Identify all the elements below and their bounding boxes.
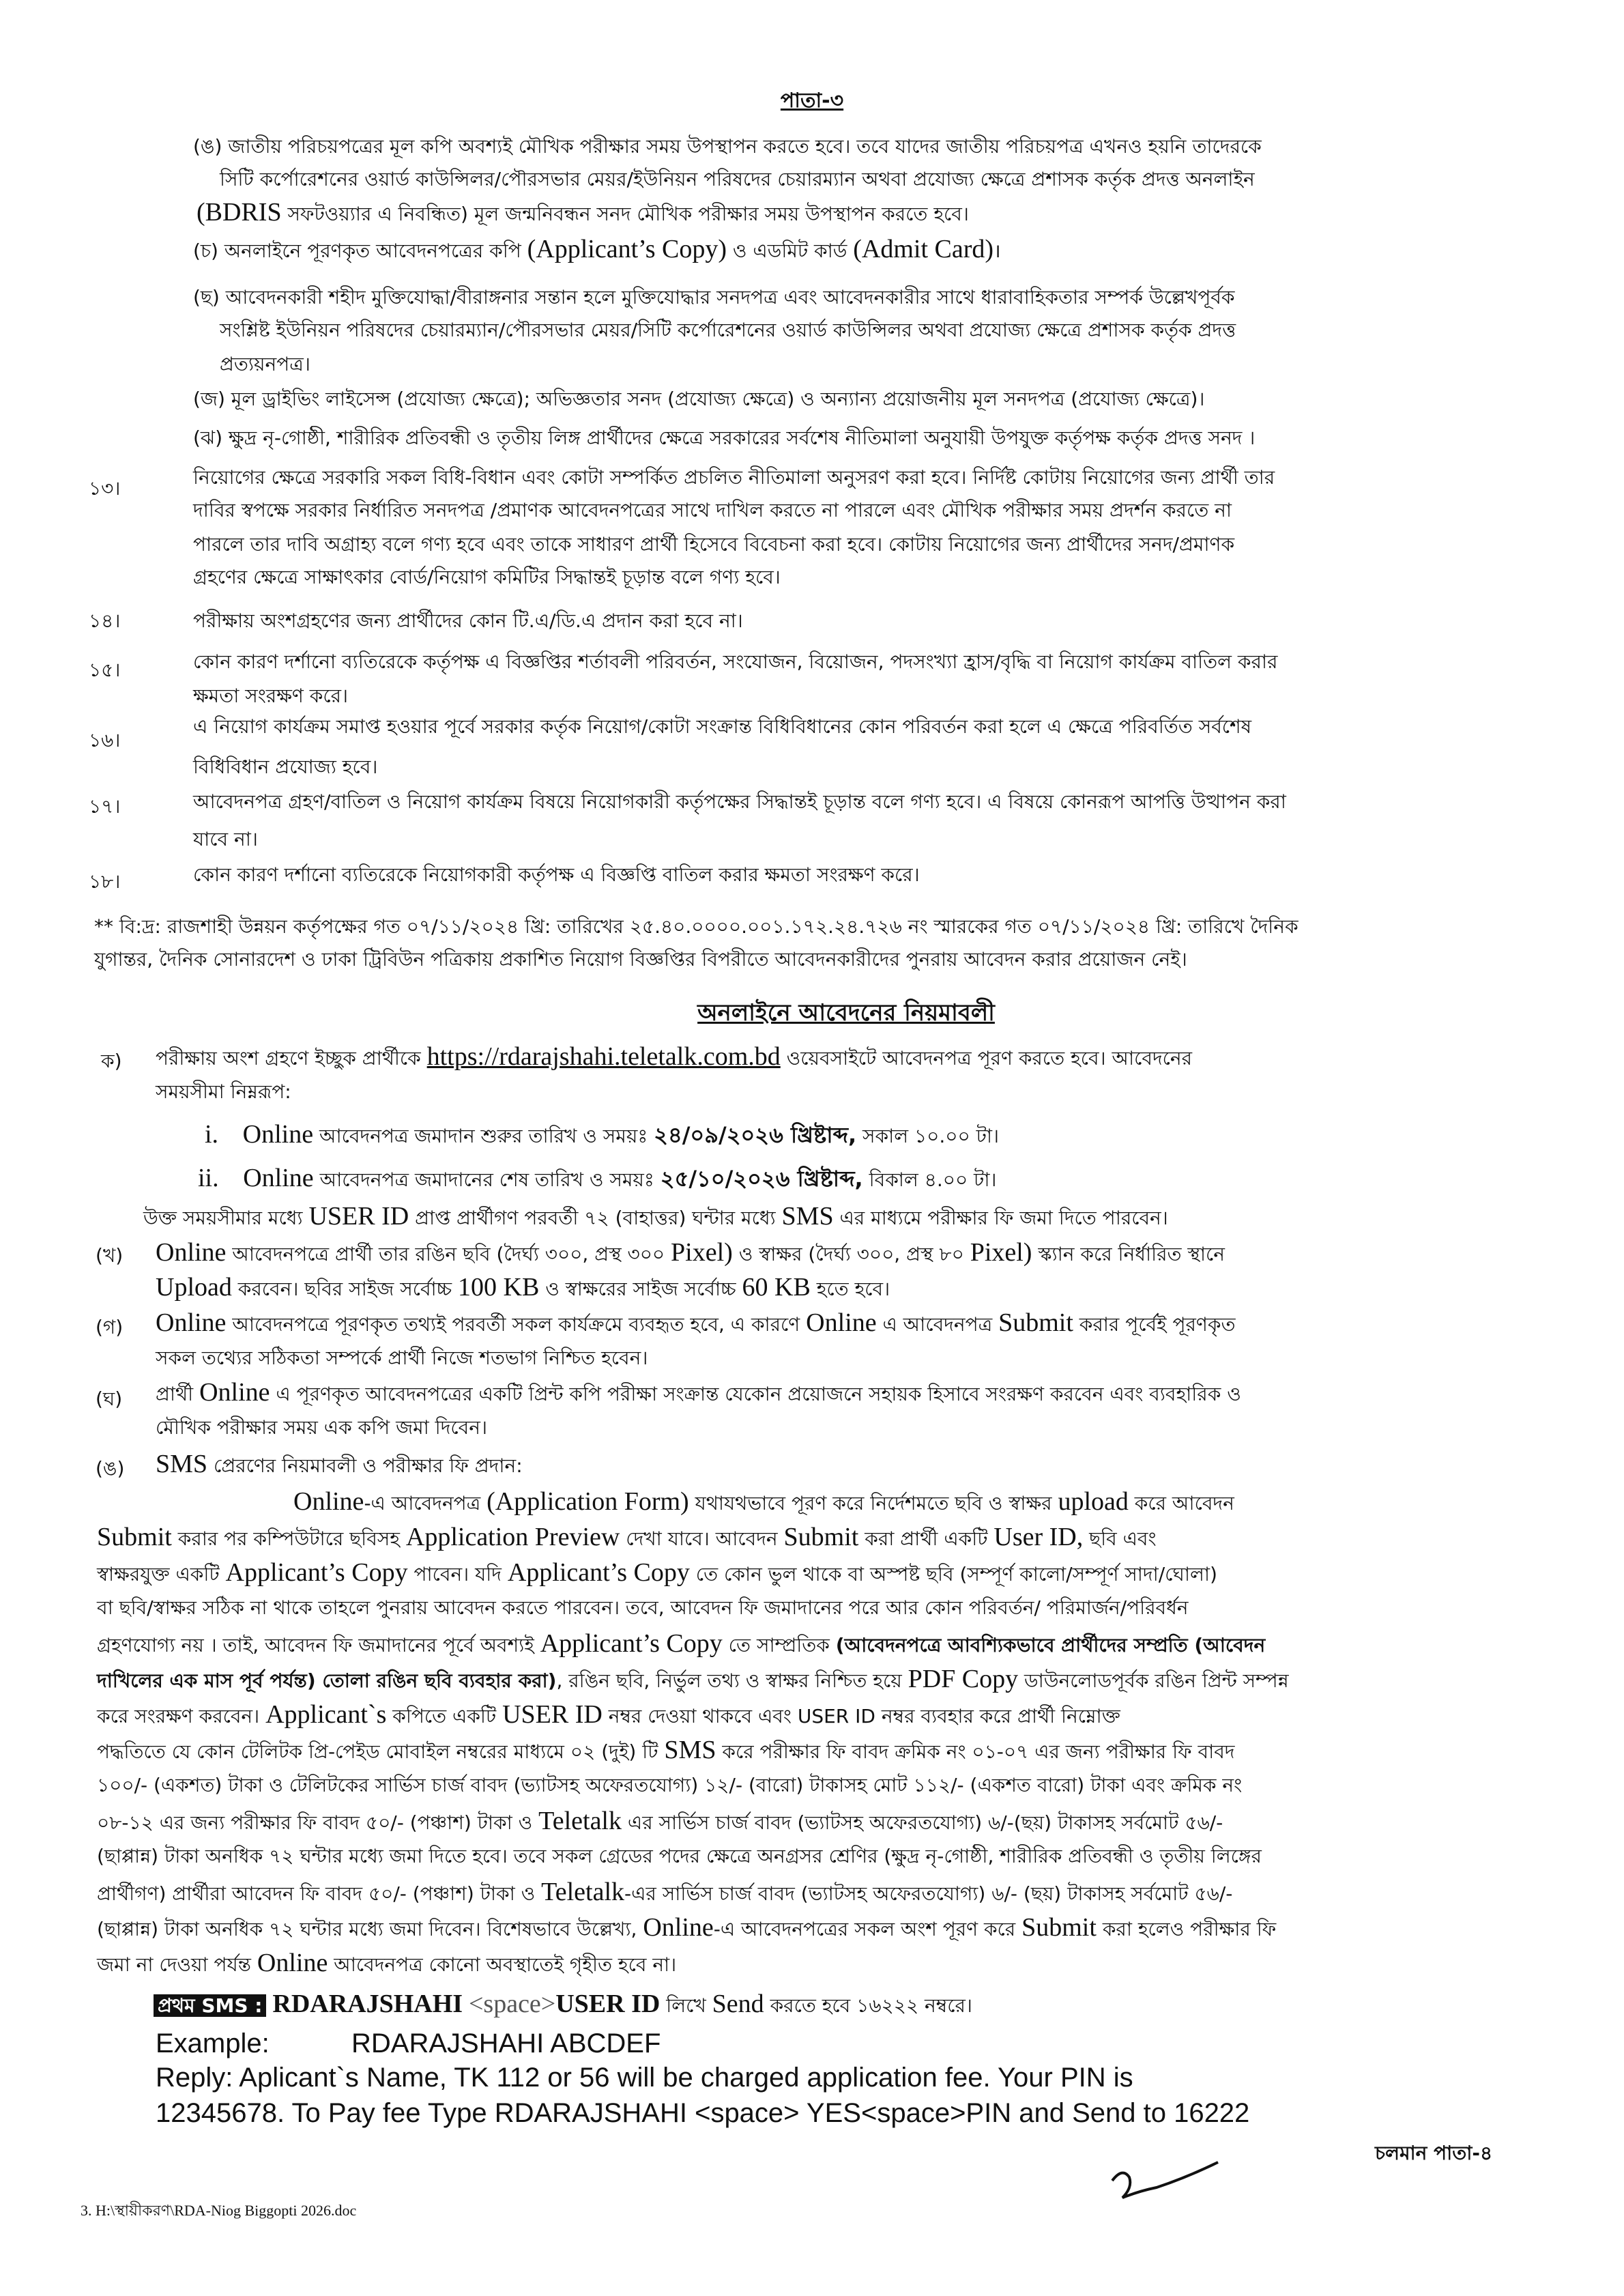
first-sms-label: প্রথম SMS : [154, 1994, 266, 2017]
clause-13-number: ১৩। [89, 477, 121, 500]
reply-line2: 12345678. To Pay fee Type RDARAJSHAHI <space> YES<space>PIN and Send to 16222 [156, 2098, 1250, 2128]
clause-13-line2: দাবির স্বপক্ষে সরকার নির্ধারিত সনদপত্র /প্রমাণক আবেদনপত্রের সাথে দাখিল করতে না পারলে এবং মৌখিক পরীক্ষার সময় প্রদর্শন করতে না [193, 499, 1232, 521]
sms-para-line11: (ছাপ্পান্ন) টাকা অনধিক ৭২ ঘন্টার মধ্যে জমা দিতে হবে। তবে সকল গ্রেডের পদের ক্ষেত্রে অনগ্রসর শ্রেণির (ক্ষুদ্র নৃ-গোষ্ঠী, শারীরিক প্রতিবন্ধী ও তৃতীয় লিঙ্গের [97, 1845, 1262, 1867]
sms-para-line13: (ছাপ্পান্ন) টাকা অনধিক ৭২ ঘন্টার মধ্যে জমা দিবেন। বিশেষভাবে উল্লেখ্য, Online-এ আবেদনপত্রের সকল অংশ পূরণ করে Submit করা হলেও পরীক্ষার ফি [97, 1913, 1277, 1942]
clause-18-number: ১৮। [89, 870, 121, 893]
sms-para-line10: ০৮-১২ এর জন্য পরীক্ষার ফি বাবদ ৫০/- (পঞ্চাশ) টাকা ও Teletalk এর সার্ভিস চার্জ বাবদ (ভ্যাটসহ অফেরতযোগ্য) ৬/-(ছয়) টাকাসহ সর্বমোট ৫৬/- [97, 1807, 1223, 1835]
reply-line1: Reply: Aplicant`s Name, TK 112 or 56 will be charged application fee. Your PIN is [156, 2063, 1133, 2093]
clause-18-line1: কোন কারণ দর্শানো ব্যতিরেকে নিয়োগকারী কর্তৃপক্ষ এ বিজ্ঞপ্তি বাতিল করার ক্ষমতা সংরক্ষণ করে। [193, 863, 920, 886]
clause-13-line4: গ্রহণের ক্ষেত্রে সাক্ষাৎকার বোর্ড/নিয়োগ কমিটির সিদ্ধান্তই চূড়ান্ত বলে গণ্য হবে। [193, 566, 781, 588]
example-label: Example: [156, 2028, 270, 2058]
clause-15-number: ১৫। [89, 659, 121, 681]
item-nga-line1: (ঙ) জাতীয় পরিচয়পত্রের মূল কপি অবশ্যই মৌখিক পরীক্ষার সময় উপস্থাপন করতে হবে। তবে যাদের জাতীয় পরিচয়পত্র এখনও হয়নি তাদেরকে [193, 135, 1262, 158]
clause-15-line1: কোন কারণ দর্শানো ব্যতিরেকে কর্তৃপক্ষ এ বিজ্ঞপ্তির শর্তাবলী পরিবর্তন, সংযোজন, বিয়োজন, পদসংখ্যা হ্রাস/বৃদ্ধি বা নিয়োগ কার্যক্রম বাতিল করার [193, 650, 1278, 673]
sms-para-line4: বা ছবি/স্বাক্ষর সঠিক না থাকে তাহলে পুনরায় আবেদন করতে পারবেন। তবে, আবেদন ফি জমাদানের পরে আর কোন পরিবর্তন/ পরিমার্জন/পরিবর্ধন [97, 1596, 1189, 1619]
rule-gha-line1: প্রার্থী Online এ পূরণকৃত আবেদনপত্রের একটি প্রিন্ট কপি পরীক্ষা সংক্রান্ত যেকোন প্রয়োজনে সহায়ক হিসাবে সংরক্ষণ করবেন এবং ব্যবহারিক ও [156, 1378, 1241, 1407]
clause-13-line3: পারলে তার দাবি অগ্রাহ্য বলে গণ্য হবে এবং তাকে সাধারণ প্রার্থী হিসেবে বিবেচনা করা হবে। কোটায় নিয়োগের জন্য প্রার্থীদের সনদ/প্রমাণক [193, 533, 1235, 556]
sms-para-line2: Submit করার পর কম্পিউটারে ছবিসহ Application Preview দেখা যাবে। আবেদন Submit করা প্রার্থী একটি User ID, ছবি এবং [97, 1523, 1157, 1551]
clause-13-line1: নিয়োগের ক্ষেত্রে সরকারি সকল বিধি-বিধান এবং কোটা সম্পর্কিত প্রচলিত নীতিমালা অনুসরণ করা হবে। নির্দিষ্ট কোটায় নিয়োগের জন্য প্রার্থী তার [193, 466, 1275, 489]
rule-kha-line2: Upload করবেন। ছবির সাইজ সর্বোচ্চ 100 KB ও স্বাক্ষরের সাইজ সর্বোচ্চ 60 KB হতে হবে। [156, 1273, 890, 1302]
first-sms-line: প্রথম SMS : RDARAJSHAHI <space>USER ID লিখে Send করতে হবে ১৬২২২ নম্বরে। [154, 1990, 972, 2020]
clause-16-line1: এ নিয়োগ কার্যক্রম সমাপ্ত হওয়ার পূর্বে সরকার কর্তৃক নিয়োগ/কোটা সংক্রান্ত বিধিবিধানের কোন পরিবর্তন করা হলে এ ক্ষেত্রে পরিবর্তিত সর্বশেষ [193, 715, 1252, 738]
item-ja: (জ) মূল ড্রাইভিং লাইসেন্স (প্রযোজ্য ক্ষেত্রে); অভিজ্ঞতার সনদ (প্রযোজ্য ক্ষেত্রে) ও অন্যান্য প্রয়োজনীয় মূল সনদপত্র (প্রযোজ্য ক্ষেত্রে)। [193, 388, 1205, 410]
rule-kha-marker: (খ) [96, 1244, 124, 1267]
clause-16-number: ১৬। [89, 729, 121, 751]
rule-ka-marker: ক) [101, 1050, 122, 1072]
sms-para-line9: ১০০/- (একশত) টাকা ও টেলিটকের সার্ভিস চার্জ বাবদ (ভ্যাটসহ অফেরতযোগ্য) ১২/- (বারো) টাকাসহ মোট ১১২/- (একশত বারো) টাকা এবং ক্রমিক নং [97, 1774, 1243, 1796]
schedule-start: i. Online আবেদনপত্র জমাদান শুরুর তারিখ ও সময়ঃ ২৪/০৯/২০২৬ খ্রিষ্টাব্দ, সকাল ১০.০০ টা। [205, 1120, 999, 1149]
item-nga-line3: (BDRIS সফটওয়্যার এ নিবন্ধিত) মূল জন্মনিবন্ধন সনদ মৌখিক পরীক্ষার সময় উপস্থাপন করতে হবে। [197, 198, 969, 227]
sms-para-line3: স্বাক্ষরযুক্ত একটি Applicant’s Copy পাবেন। যদি Applicant’s Copy তে কোন ভুল থাকে বা অস্পষ্ট ছবি (সম্পূর্ণ কালো/সম্পূর্ণ সাদা/ঘোলা) [97, 1558, 1217, 1587]
online-rules-heading: অনলাইনে আবেদনের নিয়মাবলী [697, 999, 995, 1027]
rule-kha-line1: Online আবেদনপত্রে প্রার্থী তার রঙিন ছবি (দৈর্ঘ্য ৩০০, প্রস্থ ৩০০ Pixel) ও স্বাক্ষর (দৈর্ঘ্য ৩০০, প্রস্থ ৮০ Pixel) স্ক্যান করে নির্ধারিত স্থানে [156, 1238, 1226, 1267]
clause-17-line1: আবেদনপত্র গ্রহণ/বাতিল ও নিয়োগ কার্যক্রম বিষয়ে নিয়োগকারী কর্তৃপক্ষের সিদ্ধান্তই চূড়ান্ত বলে গণ্য হবে। এ বিষয়ে কোনরূপ আপত্তি উত্থাপন করা [193, 790, 1286, 813]
item-nga-line2: সিটি কর্পোরেশনের ওয়ার্ড কাউন্সিলর/পৌরসভার মেয়র/ইউনিয়ন পরিষদের চেয়ারম্যান অথবা প্রযোজ্য ক্ষেত্রে প্রশাসক কর্তৃক প্রদত্ত অনলাইন [220, 168, 1255, 190]
sms-para-line6: দাখিলের এক মাস পূর্ব পর্যন্ত) তোলা রঙিন ছবি ব্যবহার করা), রঙিন ছবি, নির্ভুল তথ্য ও স্বাক্ষর নিশ্চিত হয়ে PDF Copy ডাউনলোডপূর্বক রঙিন প্রিন্ট সম্পন্ন [97, 1665, 1289, 1693]
continued-page: চলমান পাতা-৪ [1375, 2142, 1493, 2164]
item-cha: (চ) অনলাইনে পূরণকৃত আবেদনপত্রের কপি (Applicant’s Copy) ও এডমিট কার্ড (Admit Card)। [193, 235, 1001, 263]
rule-ga-line2: সকল তথ্যের সঠিকতা সম্পর্কে প্রার্থী নিজে শতভাগ নিশ্চিত হবেন। [156, 1347, 648, 1369]
clause-17-line2: যাবে না। [193, 828, 258, 850]
item-chha-line3: প্রত্যয়নপত্র। [220, 353, 310, 375]
clause-15-line2: ক্ষমতা সংরক্ষণ করে। [193, 685, 348, 707]
rule-nga-marker: (ঙ) [96, 1457, 125, 1480]
sms-para-line12: প্রার্থীগণ) প্রার্থীরা আবেদন ফি বাবদ ৫০/- (পঞ্চাশ) টাকা ও Teletalk-এর সার্ভিস চার্জ বাবদ (ভ্যাটসহ অফেরতযোগ্য) ৬/- (ছয়) টাকাসহ সর্বমোট ৫৬/- [97, 1878, 1233, 1906]
signature-mark [1092, 2150, 1228, 2211]
file-path-footer: 3. H:\স্থায়ীকরণ\RDA-Niog Biggopti 2026.doc [81, 2202, 357, 2219]
clause-16-line2: বিধিবিধান প্রযোজ্য হবে। [193, 756, 378, 778]
page-number: পাতা-৩ [780, 89, 844, 113]
note-line1: ** বি:দ্র: রাজশাহী উন্নয়ন কর্তৃপক্ষের গত ০৭/১১/২০২৪ খ্রি: তারিখের ২৫.৪০.০০০০.০০১.১৭২.২৪.৭২৬ নং স্মারকের গত ০৭/১১/২০২৪ খ্রি: তারিখে দৈনিক [94, 915, 1299, 938]
clause-17-number: ১৭। [89, 795, 121, 818]
sms-para-line1: Online-এ আবেদনপত্র (Application Form) যথাযথভাবে পূরণ করে নির্দেশমতে ছবি ও স্বাক্ষর upload করে আবেদন [293, 1487, 1234, 1516]
schedule-sms-line: উক্ত সময়সীমার মধ্যে USER ID প্রাপ্ত প্রার্থীগণ পরবর্তী ৭২ (বাহাত্তর) ঘন্টার মধ্যে SMS এর মাধ্যমে পরীক্ষার ফি জমা দিতে পারবেন। [143, 1202, 1168, 1231]
rule-ka-line2: সময়সীমা নিম্নরূপ: [156, 1080, 291, 1103]
sms-para-line8: পদ্ধতিতে যে কোন টেলিটক প্রি-পেইড মোবাইল নম্বরের মাধ্যমে ০২ (দুই) টি SMS করে পরীক্ষার ফি বাবদ ক্রমিক নং ০১-০৭ এর জন্য পরীক্ষার ফি বাবদ [97, 1736, 1235, 1764]
example-value: RDARAJSHAHI ABCDEF [351, 2028, 661, 2058]
sms-para-line5: গ্রহণযোগ্য নয় । তাই, আবেদন ফি জমাদানের পূর্বে অবশ্যই Applicant’s Copy তে সাম্প্রতিক (আবেদনপত্রে আবশ্যিকভাবে প্রার্থীদের সম্প্রতি (আবেদন [97, 1629, 1266, 1658]
sms-para-line14: জমা না দেওয়া পর্যন্ত Online আবেদনপত্র কোনো অবস্থাতেই গৃহীত হবে না। [97, 1949, 677, 1977]
item-chha-line2: সংশ্লিষ্ট ইউনিয়ন পরিষদের চেয়ারম্যান/পৌরসভার মেয়র/সিটি কর্পোরেশনের ওয়ার্ড কাউন্সিলর অথবা প্রযোজ্য ক্ষেত্রে প্রশাসক কর্তৃক প্রদত্ত [220, 319, 1236, 341]
rule-ka-line1: পরীক্ষায় অংশ গ্রহণে ইচ্ছুক প্রার্থীকে https://rdarajshahi.teletalk.com.bd ওয়েবসাইটে আবেদনপত্র পূরণ করতে হবে। আবেদনের [156, 1042, 1193, 1071]
note-line2: যুগান্তর, দৈনিক সোনারদেশ ও ঢাকা ট্রিবিউন পত্রিকায় প্রকাশিত নিয়োগ বিজ্ঞপ্তির বিপরীতে আবেদনকারীদের পুনরায় আবেদন করার প্রয়োজন নেই। [94, 948, 1187, 971]
sms-para-line7: করে সংরক্ষণ করবেন। Applicant`s কপিতে একটি USER ID নম্বর দেওয়া থাকবে এবং USER ID নম্বর ব্যবহার করে প্রার্থী নিম্নোক্ত [97, 1700, 1120, 1729]
item-jha: (ঝ) ক্ষুদ্র নৃ-গোষ্ঠী, শারীরিক প্রতিবন্ধী ও তৃতীয় লিঙ্গ প্রার্থীদের ক্ষেত্রে সরকারের সর্বশেষ নীতিমালা অনুযায়ী উপযুক্ত কর্তৃপক্ষ কর্তৃক প্রদত্ত সনদ । [193, 427, 1256, 449]
item-chha-line1: (ছ) আবেদনকারী শহীদ মুক্তিযোদ্ধা/বীরাঙ্গনার সন্তান হলে মুক্তিযোদ্ধার সনদপত্র এবং আবেদনকারীর সাথে ধারাবাহিকতার সম্পর্ক উল্লেখপূর্বক [193, 286, 1235, 308]
rule-ga-marker: (গ) [96, 1316, 124, 1338]
teletalk-link[interactable]: https://rdarajshahi.teletalk.com.bd [426, 1042, 781, 1071]
rule-ga-line1: Online আবেদনপত্রে পূরণকৃত তথ্যই পরবর্তী সকল কার্যক্রমে ব্যবহৃত হবে, এ কারণে Online এ আবেদনপত্র Submit করার পূর্বেই পূরণকৃত [156, 1308, 1236, 1337]
rule-gha-line2: মৌখিক পরীক্ষার সময় এক কপি জমা দিবেন। [156, 1416, 487, 1439]
clause-14-line1: পরীক্ষায় অংশগ্রহণের জন্য প্রার্থীদের কোন টি.এ/ডি.এ প্রদান করা হবে না। [193, 609, 743, 632]
clause-14-number: ১৪। [89, 609, 121, 632]
schedule-end: ii. Online আবেদনপত্র জমাদানের শেষ তারিখ ও সময়ঃ ২৫/১০/২০২৬ খ্রিষ্টাব্দ, বিকাল ৪.০০ টা। [198, 1164, 997, 1192]
rule-gha-marker: (ঘ) [96, 1388, 123, 1410]
rule-nga-heading: SMS প্রেরণের নিয়মাবলী ও পরীক্ষার ফি প্রদান: [156, 1450, 523, 1478]
